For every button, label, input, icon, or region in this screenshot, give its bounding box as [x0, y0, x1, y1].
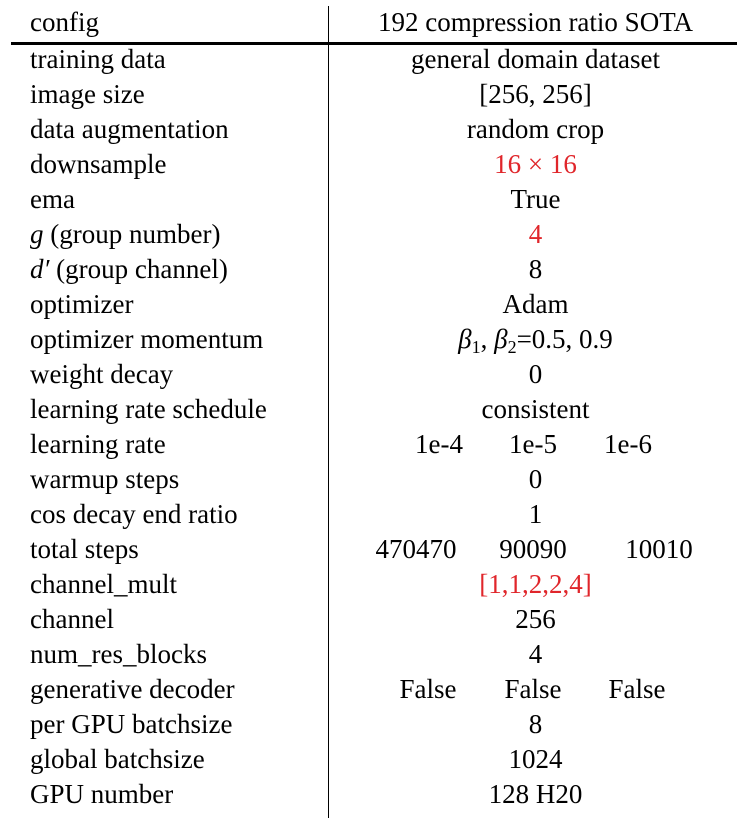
row-value: 1e-4 — [415, 429, 463, 459]
row-value: 1e-6 — [604, 429, 652, 459]
table-row — [0, 637, 742, 672]
row-label: weight decay — [30, 359, 174, 389]
table-row — [0, 322, 742, 357]
row-label: per GPU batchsize — [30, 709, 233, 739]
row-value: [1,1,2,2,4] — [479, 569, 592, 599]
table-row — [0, 742, 742, 777]
math-beta: β — [458, 324, 472, 354]
row-label: data augmentation — [30, 114, 229, 144]
table-row — [0, 567, 742, 602]
math-subscript: 1 — [471, 337, 481, 357]
table-body — [0, 42, 742, 812]
row-label: global batchsize — [30, 744, 205, 774]
row-label-text: (group number) — [43, 219, 221, 249]
row-label: learning rate — [30, 429, 166, 459]
row-label: channel_mult — [30, 569, 177, 599]
row-value: 4 — [528, 219, 543, 249]
row-value: False — [608, 674, 666, 704]
row-value: 0 — [528, 464, 543, 494]
math-subscript: 2 — [507, 337, 517, 357]
row-value: 256 — [515, 604, 556, 634]
row-value: general domain dataset — [411, 44, 660, 74]
row-label: cos decay end ratio — [30, 499, 238, 529]
table-row — [0, 532, 742, 567]
row-label — [30, 252, 228, 287]
row-value: Adam — [502, 289, 569, 319]
row-label: learning rate schedule — [30, 394, 267, 424]
row-value: 0 — [528, 359, 543, 389]
table-row — [0, 42, 742, 77]
header-config: config — [30, 7, 99, 37]
row-label: channel — [30, 604, 114, 634]
table-row — [0, 707, 742, 742]
row-value: 1024 — [508, 744, 563, 774]
row-value: 10010 — [625, 534, 693, 564]
table-row — [0, 602, 742, 637]
row-label: generative decoder — [30, 674, 235, 704]
row-value: 4 — [528, 639, 543, 669]
row-value: 8 — [528, 254, 543, 284]
row-value: random crop — [466, 114, 605, 144]
row-label: warmup steps — [30, 464, 180, 494]
row-label: image size — [30, 79, 145, 109]
row-value: True — [510, 184, 561, 214]
row-value: False — [504, 674, 562, 704]
row-value: 470470 — [375, 534, 457, 564]
table-row — [0, 357, 742, 392]
table-row — [0, 427, 742, 462]
row-label: optimizer — [30, 289, 134, 319]
table-row — [0, 462, 742, 497]
row-label — [30, 217, 220, 252]
table-row — [0, 217, 742, 252]
row-values — [329, 532, 742, 567]
table-row — [0, 77, 742, 112]
math-comma: , — [480, 324, 495, 354]
table-row — [0, 497, 742, 532]
table-row — [0, 252, 742, 287]
row-label: total steps — [30, 534, 139, 564]
row-label: training data — [30, 44, 166, 74]
row-value: 1 — [528, 499, 543, 529]
row-label-text: (group channel) — [49, 254, 228, 284]
row-value: 16 × 16 — [494, 149, 577, 179]
row-values — [329, 672, 742, 707]
row-label: downsample — [30, 149, 167, 179]
row-label: num_res_blocks — [30, 639, 207, 669]
math-symbol: g — [30, 219, 44, 249]
row-label: optimizer momentum — [30, 324, 264, 354]
header-setting: 192 compression ratio SOTA — [377, 7, 694, 37]
row-value: 90090 — [499, 534, 567, 564]
table-row — [0, 672, 742, 707]
row-value: False — [399, 674, 457, 704]
math-values: =0.5, 0.9 — [516, 324, 613, 354]
row-label: ema — [30, 184, 75, 214]
row-value: 128 H20 — [488, 779, 583, 809]
row-value: [256, 256] — [479, 79, 592, 109]
row-value: 1e-5 — [509, 429, 557, 459]
row-label: GPU number — [30, 779, 174, 809]
math-beta: β — [494, 324, 508, 354]
table-row — [0, 147, 742, 182]
table-row — [0, 112, 742, 147]
row-values — [329, 427, 742, 462]
table-row — [0, 392, 742, 427]
table-row — [0, 182, 742, 217]
row-value: 8 — [528, 709, 543, 739]
row-value: consistent — [481, 394, 590, 424]
math-symbol: d′ — [30, 254, 50, 284]
table-row — [0, 287, 742, 322]
table-header — [0, 4, 742, 40]
table-row — [0, 777, 742, 812]
